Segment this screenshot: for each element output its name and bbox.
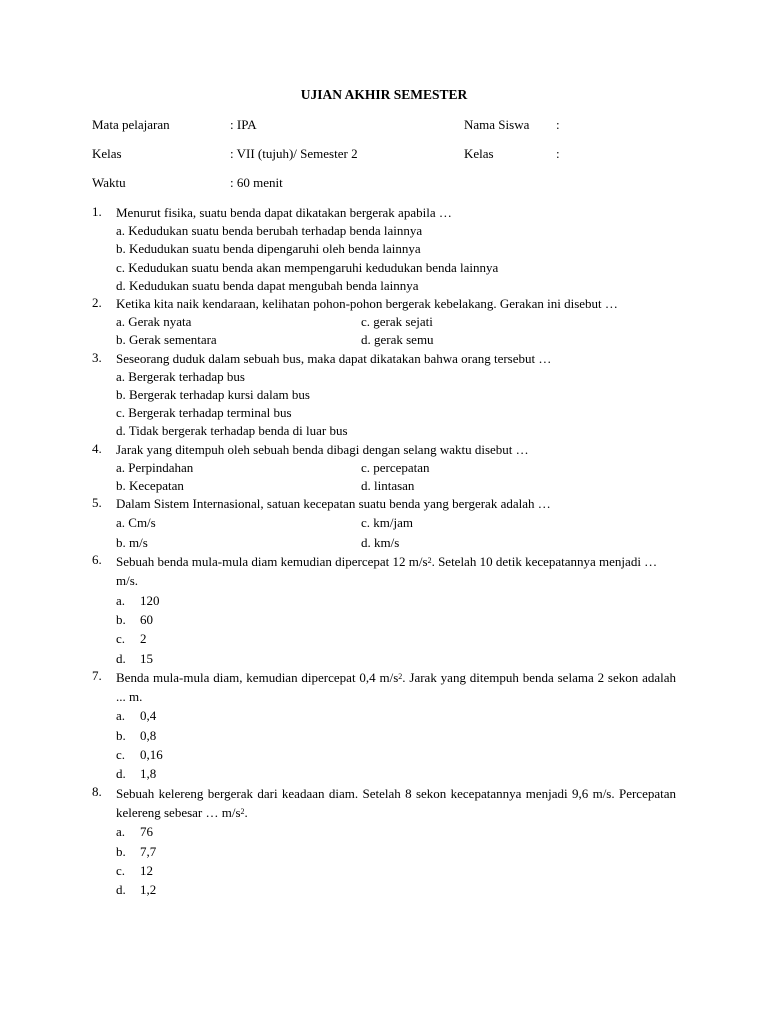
question-text: Menurut fisika, suatu benda dapat dikatakan bergerak apabila … — [116, 205, 452, 220]
option-c: c. km/jam — [361, 515, 413, 531]
question-number: 5. — [92, 495, 102, 511]
question-1 — [92, 204, 676, 295]
question-number: 8. — [92, 783, 102, 799]
option-a: a. Bergerak terhadap bus — [116, 368, 245, 384]
question-text: Benda mula-mula diam, kemudian dipercepat 0,4 $m/s^2$. Jarak yang ditempuh benda selama 2 sekon adalah ... m. — [116, 669, 677, 705]
option-d: d. km/s — [361, 534, 400, 550]
student-name-label: Nama Siswa — [464, 117, 530, 132]
options-grid — [116, 313, 676, 349]
question-6 — [92, 552, 676, 668]
class-value: : VII (tujuh)/ Semester 2 — [230, 146, 358, 161]
option-c: c. 0,16 — [116, 747, 163, 763]
option-d: d. gerak semu — [361, 332, 434, 348]
question-number: 3. — [92, 349, 102, 365]
option-a: a. 76 — [116, 824, 153, 840]
options-grid — [116, 513, 676, 552]
option-a: a. 120 — [116, 592, 160, 608]
option-a: a. 0,4 — [116, 708, 157, 724]
question-number: 1. — [92, 204, 102, 219]
option-b: b. Bergerak terhadap kursi dalam bus — [116, 387, 310, 403]
option-a: a. Kedudukan suatu benda berubah terhadap benda lainnya — [116, 223, 423, 239]
question-number: 7. — [92, 667, 102, 683]
question-number: 6. — [92, 552, 102, 568]
question-number: 2. — [92, 295, 102, 311]
time-label: Waktu — [92, 175, 126, 190]
option-b: b. 0,8 — [116, 727, 157, 743]
question-2 — [92, 295, 676, 350]
question-text: Jarak yang ditempuh oleh sebuah benda dibagi dengan selang waktu disebut … — [116, 441, 529, 457]
question-5 — [92, 495, 676, 552]
question-text: Sebuah benda mula-mula diam kemudian dipercepat 12 $m/s^2$. Setelah 10 detik kecepatannya menjadi … m/s. — [116, 554, 658, 589]
option-b: b. m/s — [116, 534, 148, 550]
option-d: d. 15 — [116, 650, 153, 666]
question-text: Dalam Sistem Internasional, satuan kecepatan suatu benda yang bergerak adalah … — [116, 496, 551, 512]
student-name-value: : — [556, 117, 560, 132]
option-c: c. 12 — [116, 862, 153, 878]
question-text: Ketika kita naik kendaraan, kelihatan pohon-pohon bergerak kebelakang. Gerakan ini disebut … — [116, 296, 618, 312]
student-class-value: : — [556, 146, 560, 161]
class-label: Kelas — [92, 146, 122, 161]
option-d: d. lintasan — [361, 478, 415, 494]
option-b: b. 60 — [116, 611, 153, 627]
option-a: a. Perpindahan — [116, 459, 194, 475]
option-b: b. 7,7 — [116, 843, 157, 859]
options-list — [116, 591, 676, 668]
question-7 — [92, 668, 676, 784]
option-d: d. 1,2 — [116, 882, 157, 898]
option-d: d. 1,8 — [116, 766, 157, 782]
option-c: c. percepatan — [361, 459, 430, 475]
subject-label: Mata pelajaran — [92, 117, 170, 132]
options-grid — [116, 459, 676, 495]
options-list — [116, 822, 676, 899]
option-a: a. Gerak nyata — [116, 314, 192, 330]
question-text: Sebuah kelereng bergerak dari keadaan diam. Setelah 8 sekon kecepatannya menjadi 9,6 m/s. Percepatan kelereng sebesar … $m/s^2$. — [116, 785, 676, 820]
option-c: c. gerak sejati — [361, 314, 433, 330]
subject-value: : IPA — [230, 117, 257, 132]
option-c: c. Bergerak terhadap terminal bus — [116, 405, 292, 421]
question-8 — [92, 784, 676, 900]
option-d: d. Kedudukan suatu benda dapat mengubah benda lainnya — [116, 277, 419, 293]
option-d: d. Tidak bergerak terhadap benda di luar bus — [116, 423, 348, 439]
option-c: c. Kedudukan suatu benda akan mempengaruhi kedudukan benda lainnya — [116, 259, 499, 275]
student-class-label: Kelas — [464, 146, 494, 161]
option-b: b. Gerak sementara — [116, 332, 217, 348]
question-3 — [92, 350, 676, 441]
exam-title: UJIAN AKHIR SEMESTER — [300, 87, 468, 102]
question-number: 4. — [92, 440, 102, 456]
option-c: c. 2 — [116, 631, 147, 647]
option-a: a. Cm/s — [116, 515, 156, 531]
question-text: Seseorang duduk dalam sebuah bus, maka dapat dikatakan bahwa orang tersebut … — [116, 350, 552, 366]
options-list — [116, 706, 676, 783]
option-b: b. Kecepatan — [116, 478, 184, 494]
time-value: : 60 menit — [230, 175, 283, 190]
question-4 — [92, 441, 676, 496]
question-list — [92, 204, 676, 899]
option-b: b. Kedudukan suatu benda dipengaruhi oleh benda lainnya — [116, 241, 421, 257]
